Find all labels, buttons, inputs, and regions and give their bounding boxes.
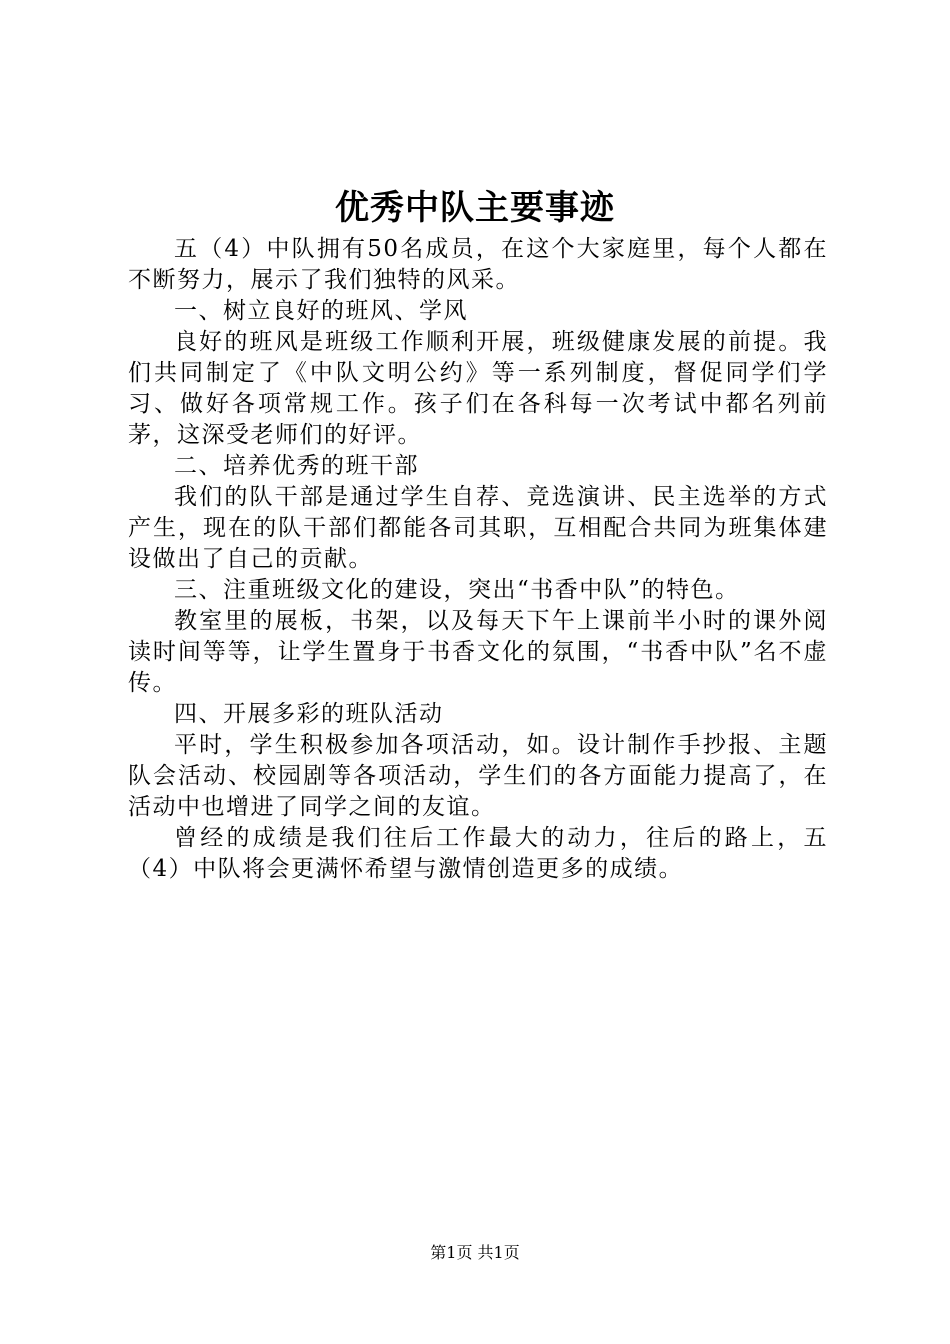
section-paragraph-2: 我们的队干部是通过学生自荐、竞选演讲、民主选举的方式产生，现在的队干部们都能各司其职，互相配合共同为班集体建设做出了自己的贡献。 (128, 484, 828, 572)
intro-paragraph: 五（4）中队拥有50名成员，在这个大家庭里，每个人都在不断努力，展示了我们独特的风采。 (128, 236, 828, 293)
closing-paragraph: 曾经的成绩是我们往后工作最大的动力，往后的路上，五（4）中队将会更满怀希望与激情创造更多的成绩。 (128, 825, 828, 882)
page-footer: 第1页 共1页 (430, 1243, 520, 1262)
section-heading-4: 四、开展多彩的班队活动 (174, 701, 444, 727)
section-paragraph-3: 教室里的展板，书架，以及每天下午上课前半小时的课外阅读时间等等，让学生置身于书香文化的氛围，“书香中队”名不虚传。 (128, 608, 828, 696)
section-heading-2: 二、培养优秀的班干部 (174, 453, 419, 479)
section-paragraph-4: 平时，学生积极参加各项活动，如。设计制作手抄报、主题队会活动、校园剧等各项活动，学生们的各方面能力提高了，在活动中也增进了同学之间的友谊。 (128, 732, 828, 820)
document-body (128, 234, 828, 885)
section-heading-1: 一、树立良好的班风、学风 (174, 298, 468, 324)
page-title: 优秀中队主要事迹 (335, 188, 615, 228)
section-paragraph-1: 良好的班风是班级工作顺利开展，班级健康发展的前提。我们共同制定了《中队文明公约》等一系列制度，督促同学们学习、做好各项常规工作。孩子们在各科每一次考试中都名列前茅，这深受老师们的好评。 (128, 329, 828, 448)
section-heading-3: 三、注重班级文化的建设，突出“书香中队”的特色。 (174, 577, 740, 603)
